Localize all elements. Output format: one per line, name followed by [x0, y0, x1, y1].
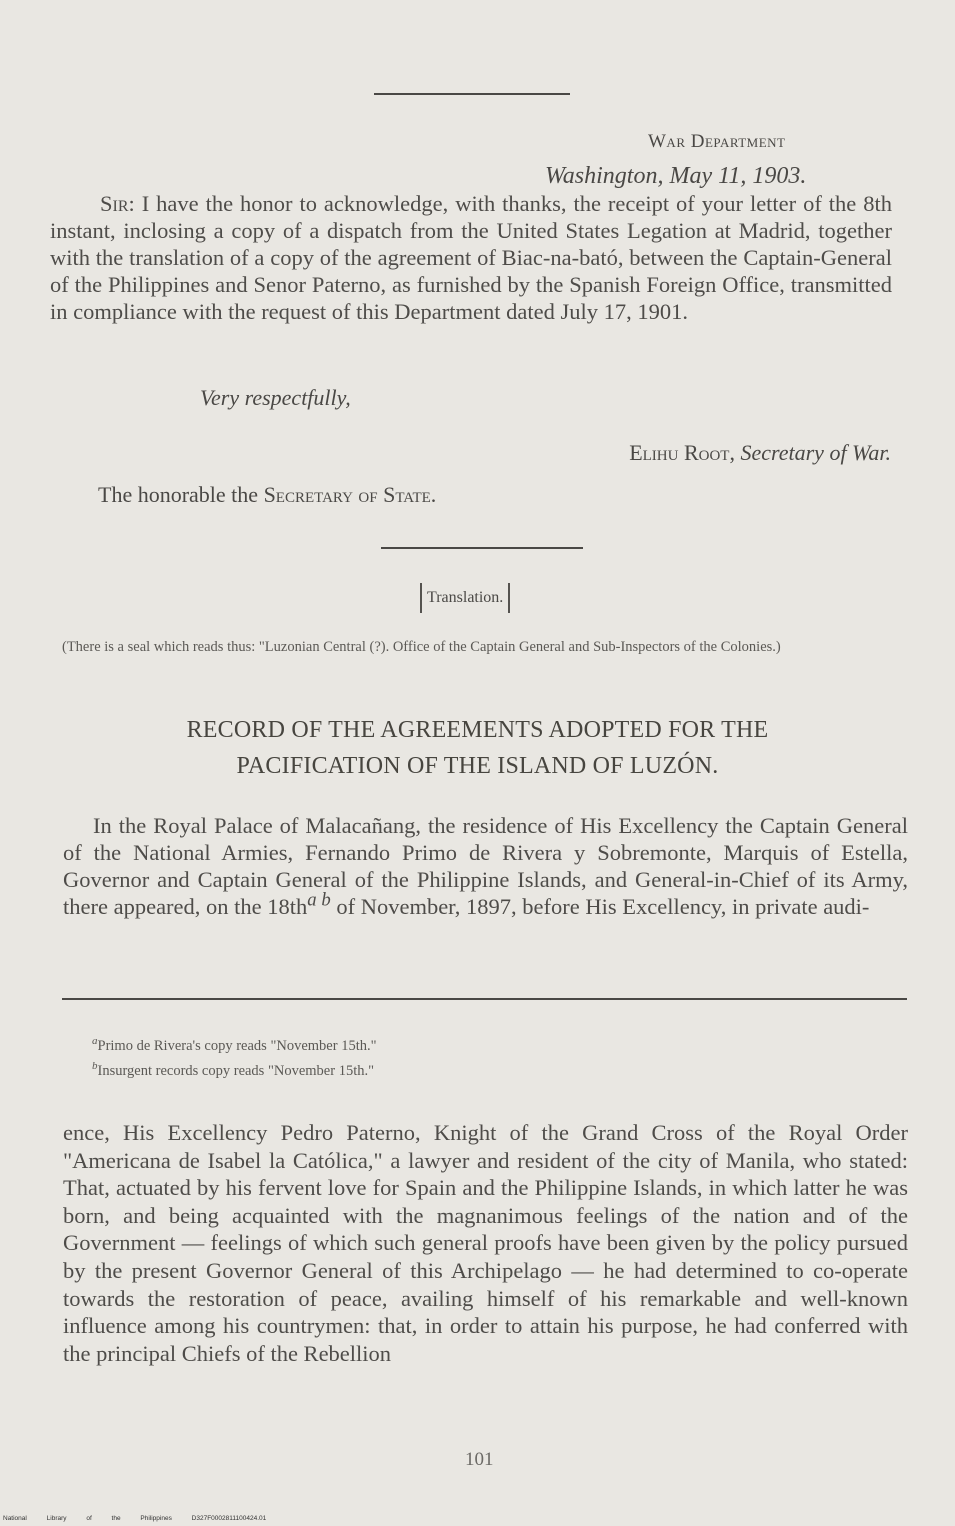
record-continuation: ence, His Excellency Pedro Paterno, Knight of the Grand Cross of the Royal Order "Americana de Isabel la Católica," a lawyer and resident of the city of Manila, who stated: That, actuated by his fervent love for Spain and the Philippine Islands, in which latter he was born, and being acquainted with the magnanimous feelings of the nation and of the Government — feelings of which such general proofs have been given by the policy pursued by the present Governor General of this Archipelago — he had determined to co-operate towards the restoration of peace, availing himself of his remarkable and well-known influence among his countrymen: that, in order to attain his purpose, he had conferred with the principal Chiefs of the Rebellion: [63, 1120, 908, 1366]
page-number: 101: [465, 1449, 494, 1470]
heading-line-2: PACIFICATION OF THE ISLAND OF LUZÓN.: [236, 753, 719, 779]
footnote-a-text: Primo de Rivera's copy reads "November 15th.": [97, 1038, 377, 1054]
letter-department: War Department: [648, 131, 786, 152]
middle-rule: [381, 547, 583, 549]
seal-note: (There is a seal which reads thus: "Luzonian Central (?). Office of the Captain General and Sub-Inspectors of the Colonies.): [62, 639, 781, 655]
footnote-b: [92, 1060, 375, 1080]
record-paragraph: [63, 812, 908, 920]
letter-body: [50, 190, 892, 325]
footnote-b-mark: b: [92, 1060, 98, 1073]
addressee-title: Secretary of State.: [263, 482, 437, 507]
record-text-start: In the Royal Palace of Malacañang, the residence of His Excellency the Captain General of the National Armies, Fernando Primo de Rivera y Sobremonte, Marquis of Estella, Governor and Captain General of the Philippine Islands, and General-in-Chief of its Army, there appeared, on the 18th: [63, 813, 908, 919]
credit-code: D327F0002811100424.01: [191, 1515, 267, 1522]
letter-addressee: [98, 482, 436, 508]
top-rule: [374, 93, 570, 95]
letter-signature: [629, 440, 891, 466]
letter-body-text: I have the honor to acknowledge, with thanks, the receipt of your letter of the 8th instant, inclosing a copy of a dispatch from the United States Legation at Madrid, together with the translation of a copy of the agreement of Biac-na-bató, between the Captain-General of the Philippines and Senor Paterno, as furnished by the Spanish Foreign Office, transmitted in compliance with the request of this Department dated July 17, 1901.: [50, 191, 892, 324]
signature-name: Elihu Root,: [629, 440, 735, 465]
footnote-a-mark: a: [92, 1035, 98, 1048]
letter-date: Washington, May 11, 1903.: [545, 163, 807, 189]
footnote-b-text: Insurgent records copy reads "November 15th.": [97, 1063, 375, 1079]
record-heading: [60, 712, 895, 784]
translation-label: Translation.: [420, 583, 510, 613]
footnote-rule: [62, 998, 907, 1000]
record-text-end: of November, 1897, before His Excellency, in private audi-: [330, 894, 870, 919]
letter-salutation: Sir:: [100, 191, 135, 216]
credit-library: National Library of the Philippines: [3, 1515, 172, 1522]
addressee-prefix: The honorable the: [98, 482, 259, 507]
heading-line-1: RECORD OF THE AGREEMENTS ADOPTED FOR THE: [186, 717, 769, 743]
footnote-marks: a b: [307, 889, 331, 911]
credit-line: [3, 1515, 266, 1522]
letter-closing: Very respectfully,: [200, 385, 351, 410]
footnote-a: [92, 1035, 377, 1055]
signature-title: Secretary of War.: [740, 440, 891, 465]
